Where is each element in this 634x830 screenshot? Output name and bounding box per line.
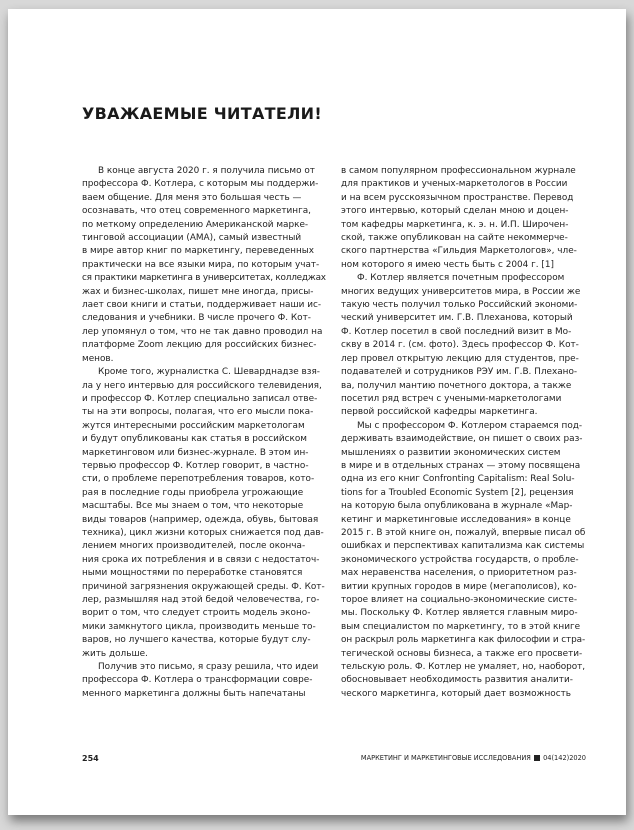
text-line: причиной загрязнения окружающей среды. Ф. Кот- — [82, 581, 325, 592]
text-line: для практиков и ученых-маркетологов в России — [341, 179, 568, 190]
text-line: менного маркетинга должны быть напечатаны — [82, 688, 306, 699]
text-line: профессора Ф. Котлера, с которым мы поддержи- — [82, 179, 319, 190]
text-line: в мире и в отдельных странах — этому посвящена — [341, 460, 581, 471]
issue-number: 04(142)2020 — [543, 754, 586, 762]
text-line: Получив это письмо, я сразу решила, что идеи — [98, 662, 319, 673]
text-line: виды товаров (например, одежда, обувь, бытовая — [82, 514, 319, 525]
text-line: и будут опубликованы как статья в российском — [82, 434, 307, 445]
text-line: ла у него интервью для российского телевидения, — [82, 380, 322, 391]
text-line: лер, размышляя над этой бедой человечества, го- — [82, 595, 320, 605]
page-number: 254 — [82, 754, 99, 763]
text-line: мах неравенства населения, о приоритетном раз- — [341, 568, 577, 579]
text-line: осознавать, что отец современного маркетинга, — [82, 206, 311, 217]
text-line: он раскрыл роль маркетинга как философии и стра- — [341, 635, 586, 646]
text-line: рая в последние годы приобрела угрожающие — [82, 487, 304, 498]
text-line: такую честь получил только Российский экономи- — [341, 300, 578, 311]
text-line: многих ведущих университетов мира, в России же — [341, 286, 581, 297]
text-line: витии крупных городов в мире (мегаполисов), ко- — [341, 581, 577, 592]
text-line: жить дольше. — [82, 648, 148, 659]
text-line: ского партнерства «Гильдия Маркетологов», чле- — [341, 246, 577, 257]
text-line: вым специалистом по маркетингу, то в этой книге — [341, 621, 581, 632]
text-line: лением многих производителей, после оконча- — [82, 541, 306, 552]
text-line: скву в 2014 г. (см. фото). Здесь профессор Ф. Кот- — [341, 340, 579, 351]
left-column — [82, 165, 326, 701]
text-line: тервью профессор Ф. Котлер говорит, в частно- — [82, 460, 309, 471]
text-line: ворит о том, что следует строить модель эконо- — [82, 608, 311, 619]
text-line: профессора Ф. Котлера о трансформации совре- — [82, 675, 313, 686]
text-line: тегической основы бизнеса, а также его просвети- — [341, 648, 583, 659]
text-line: ческого маркетинга, который дает возможность — [341, 688, 572, 699]
text-line: на которую была опубликована в журнале «Мар- — [341, 501, 573, 512]
text-line: посетил ряд встреч с учеными-маркетологами — [341, 393, 562, 404]
text-line: В конце августа 2020 г. я получила письмо от — [98, 166, 315, 176]
text-line: в мире автор книг по маркетингу, переведенных — [82, 246, 315, 257]
text-line: ния срока их потребления и в связи с недостаточ- — [82, 554, 320, 565]
text-line: ваем общение. Для меня это большая честь — — [82, 192, 302, 203]
text-line: 2015 г. В этой книге он, пожалуй, впервые писал об — [341, 527, 586, 538]
text-line: Ф. Котлер посетил в свой последний визит в Мо- — [341, 326, 572, 337]
text-line: ошибках и перспективах капитализма как системы — [341, 541, 585, 552]
text-line: первой российской кафедры маркетинга. — [341, 407, 538, 418]
text-line: сти, о проблеме перепотребления товаров, кото- — [82, 474, 315, 485]
text-line: мышлениях о развитии экономических систем — [341, 447, 561, 458]
text-line: Кроме того, журналистка С. Шеварднадзе взя- — [98, 367, 321, 378]
text-line: кетинг и маркетинговые исследования» в конце — [341, 514, 571, 525]
text-line: ты на эти вопросы, полагая, что его мысли пока- — [82, 407, 314, 418]
text-line: практически на все языки мира, по которым учат- — [82, 259, 320, 270]
text-line: и на всем русскоязычном пространстве. Перевод — [341, 192, 574, 203]
text-line: тинговой ассоциации (АМА), самый известный — [82, 233, 302, 244]
text-line: подавателей и сотрудников РЭУ им. Г.В. Плехано- — [341, 367, 578, 378]
text-line: одна из его книг Confronting Capitalism: Real Solu- — [341, 474, 575, 485]
text-line: техника), цикл жизни которых снижается под дав- — [82, 527, 324, 538]
text-line: маркетинговом или бизнес-журнале. В этом ин- — [82, 447, 309, 458]
page-heading: УВАЖАЕМЫЕ ЧИТАТЕЛИ! — [82, 104, 322, 123]
text-line: менов. — [82, 353, 114, 364]
text-line: ва, получил мантию почетного доктора, а также — [341, 380, 572, 391]
text-line: Ф. Котлер является почетным профессором — [357, 273, 565, 284]
text-line: ными мощностями по переработке становятся — [82, 568, 303, 579]
square-bullet-icon — [534, 755, 540, 761]
text-line: варов, но лучшего качества, которые будут слу- — [82, 635, 311, 646]
text-line: экономического устройства государств, о пробле- — [341, 554, 579, 565]
right-column — [341, 165, 585, 701]
text-line: лер провел открытую лекцию для студентов, пре- — [341, 353, 579, 364]
text-line: в самом популярном профессиональном журнале — [341, 166, 576, 176]
text-line: лер упомянул о том, что не так давно проводил на — [82, 326, 323, 337]
text-line: ской, также опубликован на сайте некоммерче- — [341, 233, 568, 244]
text-line: держивать взаимодействие, он пишет о своих раз- — [341, 434, 583, 445]
text-line: жутся интересными российским маркетологам — [82, 420, 305, 431]
text-line: tions for a Troubled Economic System [2], рецензия — [341, 487, 574, 498]
text-line: ся практики маркетинга в университетах, колледжах — [82, 273, 326, 284]
text-line: следования и учебники. В числе прочего Ф. Кот- — [82, 313, 311, 324]
text-line: по меткому определению Американской марке- — [82, 219, 309, 230]
text-line: Мы с профессором Ф. Котлером стараемся под- — [357, 420, 583, 431]
text-line: этого интервью, который сделан мною и доцен- — [341, 206, 569, 217]
text-line: обосновывает необходимость развития аналити- — [341, 675, 573, 686]
text-line: ном которого я имею честь быть с 2004 г. [1] — [341, 259, 554, 270]
text-line: ческий университет им. Г.В. Плеханова, который — [341, 313, 573, 324]
text-line: мы. Поскольку Ф. Котлер является главным миро- — [341, 608, 578, 619]
text-line: торое влияет на социально-экономические систе- — [341, 595, 578, 605]
journal-footer — [342, 754, 586, 762]
text-line: платформе Zoom лекцию для российских бизнес- — [82, 340, 317, 351]
text-line: жах и бизнес-школах, пишет мне иногда, присы- — [82, 286, 314, 297]
text-line: мики замкнутого цикла, производить меньше то- — [82, 621, 316, 632]
text-line: тельскую роль. Ф. Котлер не умаляет, но, наоборот, — [341, 662, 585, 673]
text-line: том кафедры маркетинга, к. э. н. И.П. Широчен- — [341, 219, 569, 230]
text-line: и профессор Ф. Котлер специально записал отве- — [82, 393, 318, 404]
journal-title: МАРКЕТИНГ И МАРКЕТИНГОВЫЕ ИССЛЕДОВАНИЯ — [360, 754, 531, 762]
text-line: масштабы. Все мы знаем о том, что некоторые — [82, 501, 304, 512]
journal-page — [8, 9, 626, 815]
text-line: лает свои книги и статьи, поддерживает наши ис- — [82, 300, 322, 311]
